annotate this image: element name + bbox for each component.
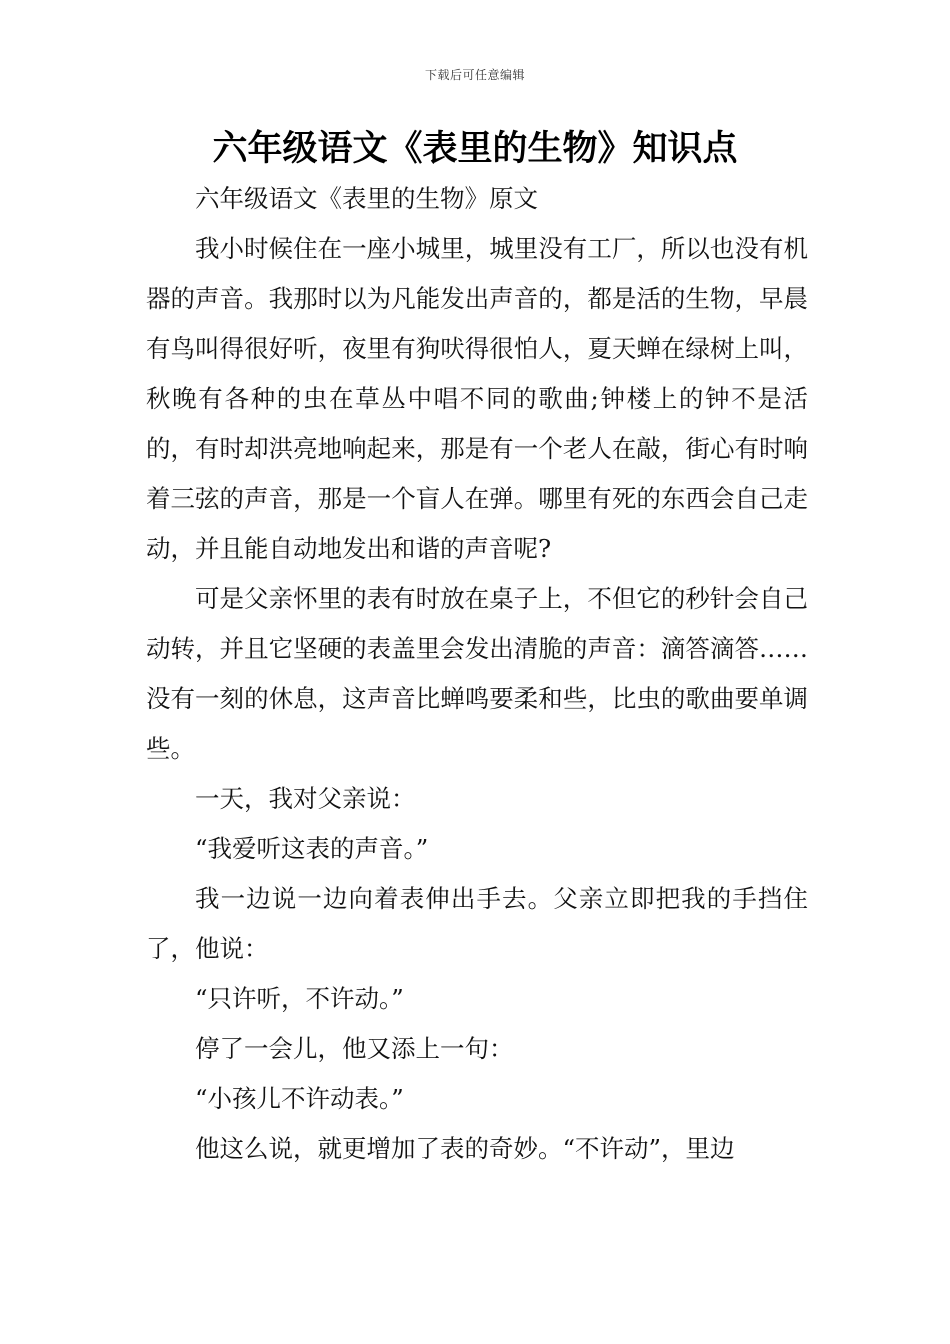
body-paragraph: 停了一会儿，他又添上一句： [195, 1034, 514, 1063]
quote-paragraph: “我爱听这表的声音。” [195, 834, 429, 863]
body-paragraph: 我小时候住在一座小城里，城里没有工厂，所以也没有机器的声音。我那时以为凡能发出声音的，都是活的生物，早晨有鸟叫得很好听，夜里有狗吠得很怕人，夏天蝉在绿树上叫，秋晚有各种的虫在草丛中唱不同的歌曲;钟楼上的钟不是活的，有时却洪亮地响起来，那是有一个老人在敲，街心有时响着三弦的声音，那是一个盲人在弹。哪里有死的东西会自己走动，并且能自动地发出和谐的声音呢? [146, 234, 808, 563]
document-title: 六年级语文《表里的生物》知识点 [212, 129, 738, 169]
body-paragraph: 他这么说，就更增加了表的奇妙。“不许动”，里边 [195, 1134, 735, 1163]
document-body [146, 174, 808, 1174]
header-note: 下载后可任意编辑 [424, 68, 525, 82]
body-paragraph: 可是父亲怀里的表有时放在桌子上，不但它的秒针会自己动转，并且它坚硬的表盖里会发出清脆的声音：滴答滴答……没有一刻的休息，这声音比蝉鸣要柔和些，比虫的歌曲要单调些。 [146, 584, 808, 763]
quote-paragraph: “只许听，不许动。” [195, 984, 404, 1013]
subtitle-paragraph: 六年级语文《表里的生物》原文 [195, 184, 538, 213]
body-paragraph: 我一边说一边向着表伸出手去。父亲立即把我的手挡住了，他说： [146, 884, 808, 963]
quote-paragraph: “小孩儿不许动表。” [195, 1084, 404, 1113]
body-paragraph: 一天，我对父亲说： [195, 784, 416, 813]
